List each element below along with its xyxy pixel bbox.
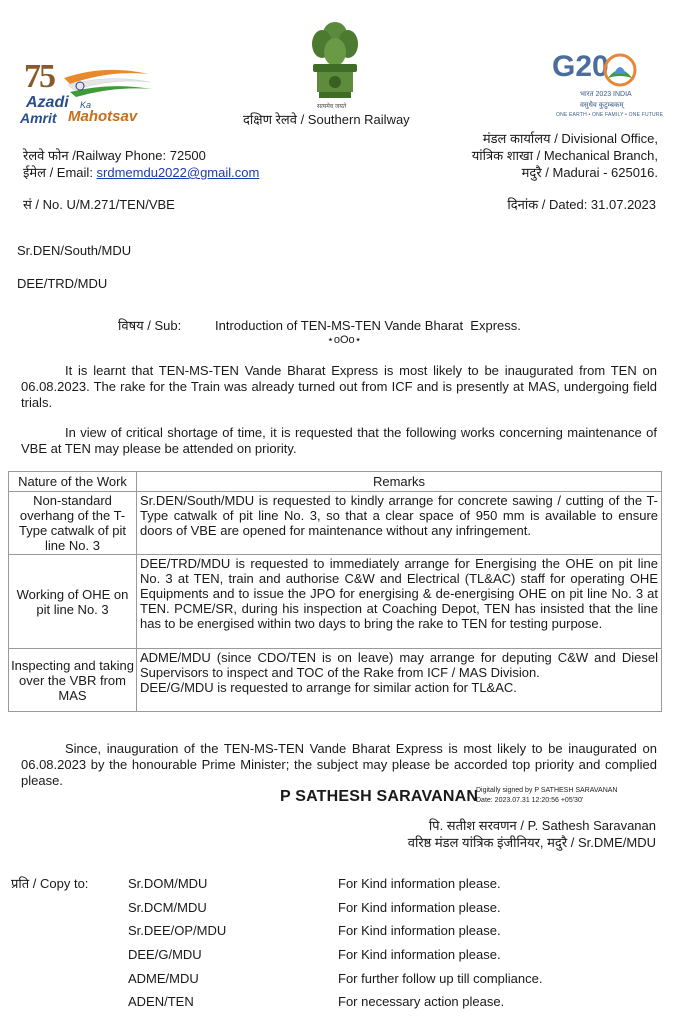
email-label: ईमेल / Email: [23, 165, 97, 180]
copy-to-note: For further follow up till compliance. [338, 971, 543, 986]
office-line-1: मंडल कार्यालय / Divisional Office, [482, 131, 658, 146]
amrit-word: Amrit [20, 110, 57, 126]
list-item [128, 900, 588, 916]
subject-label: विषय / Sub: [118, 318, 182, 333]
copy-to-recipient: DEE/G/MDU [128, 947, 202, 962]
office-line-2: यांत्रिक शाखा / Mechanical Branch, [471, 148, 658, 163]
copy-to-recipient: Sr.DEE/OP/MDU [128, 923, 227, 938]
email-line [23, 165, 259, 181]
addressee: DEE/TRD/MDU [17, 276, 108, 291]
g20-tagline: ONE EARTH • ONE FAMILY • ONE FUTURE [556, 112, 664, 118]
copy-to-label: प्रति / Copy to: [11, 876, 89, 891]
g20-logo [548, 50, 664, 118]
remarks-text: DEE/G/MDU is requested to arrange for similar action for TL&AC. [140, 680, 517, 695]
azadi-word: Azadi [26, 94, 69, 111]
copy-to-recipient: ADME/MDU [128, 971, 199, 986]
intro-paragraph: It is learnt that TEN-MS-TEN Vande Bharat Express is most likely to be inaugurated from TEN on 06.08.2023. The rake for the Train was already turned out from ICF and is presently at MAS, undergoing field trials. [21, 363, 657, 410]
remarks-cell: Sr.DEN/South/MDU is requested to kindly arrange for concrete sawing / cutting of the T-Type catwalk of pit line No. 3, so that a clear space of 950 mm is available to ensure doors of VBE are opened for maintenance without any infringement. [137, 492, 662, 555]
signatory-name-bilingual: पि. सतीश सरवणन / P. Sathesh Saravanan [428, 818, 656, 833]
mahotsav-word: Mahotsav [68, 108, 138, 125]
request-paragraph: In view of critical shortage of time, it is requested that the following works concerning maintenance of VBE at TEN may please be attended on priority. [21, 425, 657, 456]
table-row [9, 492, 662, 555]
list-item [128, 947, 588, 963]
nature-cell: Non-standard overhang of the T-Type catwalk of pit line No. 3 [9, 492, 137, 555]
copy-to-note: For Kind information please. [338, 947, 501, 962]
nature-cell: Inspecting and taking over the VBR from MAS [9, 649, 137, 712]
table-header-row [9, 472, 662, 492]
lion-capital-emblem-icon [305, 18, 365, 102]
digital-signature-line: Digitally signed by P SATHESH SARAVANAN [476, 787, 618, 794]
lotus-globe-icon [600, 52, 640, 92]
dated: दिनांक / Dated: 31.07.2023 [507, 197, 656, 212]
office-line-3: मदुरै / Madurai - 625016. [521, 165, 658, 180]
subject-text: Introduction of TEN-MS-TEN Vande Bharat Express. [215, 318, 521, 333]
table-row [9, 555, 662, 649]
g20-text: G20 [552, 50, 609, 83]
national-emblem [305, 18, 365, 112]
list-item [128, 876, 588, 892]
copy-to-recipient: Sr.DCM/MDU [128, 900, 207, 915]
copy-to-note: For necessary action please. [338, 994, 505, 1009]
column-header: Remarks [137, 472, 662, 492]
railway-name: दक्षिण रेलवे / Southern Railway [243, 112, 410, 127]
ka-word: Ka [80, 100, 92, 110]
copy-to-recipient: ADEN/TEN [128, 994, 194, 1009]
remarks-cell [137, 649, 662, 712]
copy-to-note: For Kind information please. [338, 876, 501, 891]
table-row [9, 649, 662, 712]
addressee: Sr.DEN/South/MDU [17, 243, 132, 258]
reference-number: सं / No. U/M.271/TEN/VBE [23, 197, 175, 212]
remarks-text: ADME/MDU (since CDO/TEN is on leave) may arrange for deputing C&W and Diesel Supervisors to inspect and TOC of the Rake from ICF / MAS Division. [140, 650, 658, 680]
g20-sanskrit-motto: वसुधैव कुटुम्बकम् [580, 102, 624, 109]
subject-ornament: ⋆oOo⋆ [327, 334, 362, 346]
list-item [128, 994, 588, 1010]
list-item [128, 923, 588, 939]
signatory-designation: वरिष्ठ मंडल यांत्रिक इंजीनियर, मदुरै / Sr.DME/MDU [407, 835, 656, 850]
emblem-caption: सत्यमेव जयते [317, 104, 347, 110]
g20-hindi: भारत 2023 INDIA [580, 91, 632, 98]
digital-signature-date: Date: 2023.07.31 12:20:56 +05'30' [476, 797, 584, 804]
email-link[interactable]: srdmemdu2022@gmail.com [96, 165, 260, 180]
copy-to-note: For Kind information please. [338, 923, 501, 938]
works-table [8, 471, 662, 712]
column-header: Nature of the Work [9, 472, 137, 492]
remarks-cell: DEE/TRD/MDU is requested to immediately arrange for Energising the OHE on pit line No. 3 at TEN, train and authorise C&W and Electrical (TL&AC) staff for operating OHE Equipments and to issue the JPO for energising & de-energising OHE on pit line No. 3 at TEN. PCME/SR, during his inspection at Coaching Depot, TEN has insisted that the line has to be energised within two days to bring the rake to TEN for testing purpose. [137, 555, 662, 649]
list-item [128, 971, 588, 987]
copy-to-recipient: Sr.DOM/MDU [128, 876, 208, 891]
closing-paragraph: Since, inauguration of the TEN-MS-TEN Vande Bharat Express is most likely to be inaugurated on 06.08.2023 by the honourable Prime Minister; the subject may please be accorded top priority and complied please. [21, 741, 657, 788]
azadi-number: 75 [24, 58, 54, 95]
signatory-name: P SATHESH SARAVANAN [280, 788, 479, 805]
azadi-ka-amrit-mahotsav-logo [20, 58, 185, 130]
copy-to-note: For Kind information please. [338, 900, 501, 915]
phone-line: रेलवे फोन /Railway Phone: 72500 [23, 148, 206, 163]
nature-cell: Working of OHE on pit line No. 3 [9, 555, 137, 649]
